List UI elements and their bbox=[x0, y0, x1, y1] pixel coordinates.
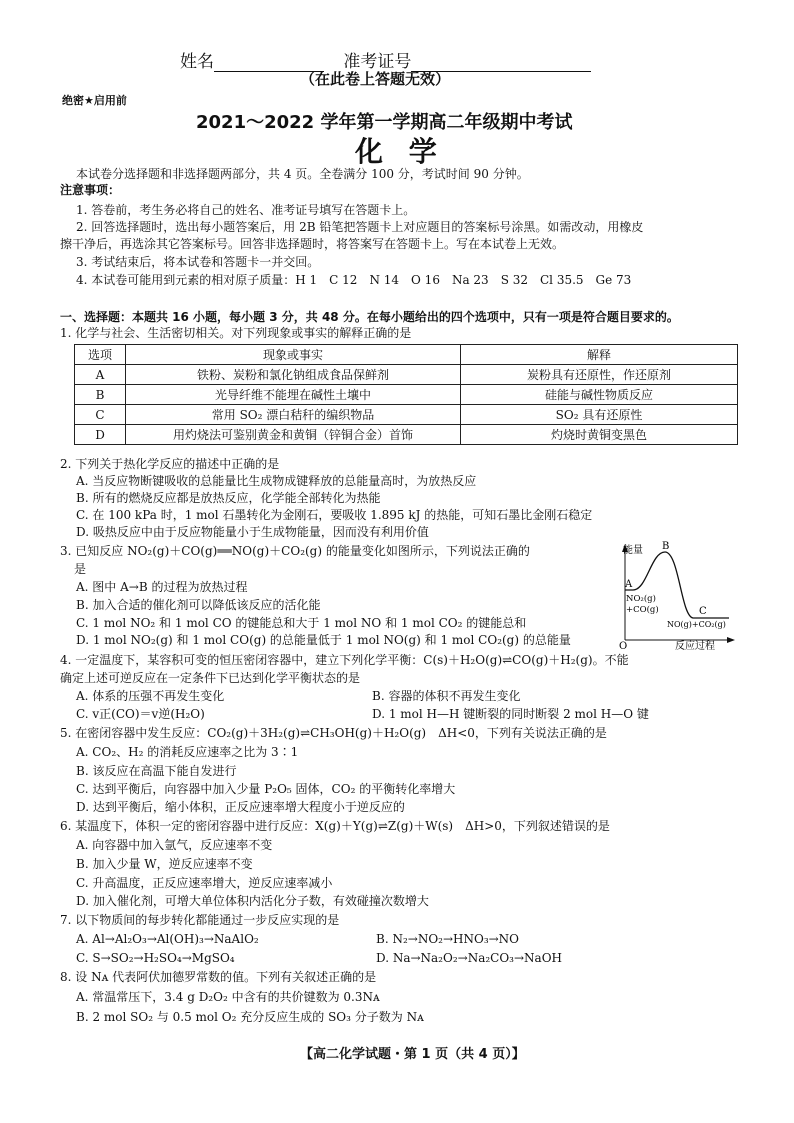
q4-option-c: C. v正(CO)＝v逆(H₂O) bbox=[76, 707, 205, 721]
col-phenomenon: 现象或事实 bbox=[126, 345, 461, 365]
q3-option-b: B. 加入合适的催化剂可以降低该反应的活化能 bbox=[76, 598, 321, 612]
section-heading: 一、选择题：本题共 16 小题，每小题 3 分，共 48 分。在每小题给出的四个选项中，只有一项是符合题目要求的。 bbox=[60, 310, 679, 324]
q6-stem: 6. 某温度下，体积一定的密闭容器中进行反应：X(g)＋Y(g)⇌Z(g)＋W(s) ΔH>0，下列叙述错误的是 bbox=[60, 819, 610, 833]
note-2-cont: 擦干净后，再选涂其它答案标号。回答非选择题时，将答案写在答题卡上。写在本试卷上无效。 bbox=[60, 237, 565, 251]
note-1: 1. 答卷前，考生务必将自己的姓名、准考证号填写在答题卡上。 bbox=[76, 203, 416, 217]
table-cell: 硅能与碱性物质反应 bbox=[461, 385, 738, 405]
q7-option-c: C. S→SO₂→H₂SO₄→MgSO₄ bbox=[76, 951, 235, 965]
q3-option-d: D. 1 mol NO₂(g) 和 1 mol CO(g) 的总能量低于 1 mol NO(g) 和 1 mol CO₂(g) 的总能量 bbox=[76, 633, 571, 647]
q4-stem-cont: 确定上述可逆反应在一定条件下已达到化学平衡状态的是 bbox=[60, 671, 361, 685]
q6-option-b: B. 加入少量 W，逆反应速率不变 bbox=[76, 857, 253, 871]
q6-option-d: D. 加入催化剂，可增大单位体积内活化分子数，有效碰撞次数增大 bbox=[76, 894, 429, 908]
q8-stem: 8. 设 Nᴀ 代表阿伏加德罗常数的值。下列有关叙述正确的是 bbox=[60, 970, 377, 984]
note-4: 4. 本试卷可能用到元素的相对原子质量：H 1 C 12 N 14 O 16 Na 23 S 32 Cl 35.5 Ge 73 bbox=[76, 273, 632, 287]
id-label: 准考证号 bbox=[343, 52, 412, 72]
q1-table-header bbox=[75, 345, 738, 365]
q3-stem-cont: 是 bbox=[74, 562, 87, 576]
table-cell: 常用 SO₂ 漂白秸秆的编织物品 bbox=[126, 405, 461, 425]
q5-stem: 5. 在密闭容器中发生反应：CO₂(g)＋3H₂(g)⇌CH₃OH(g)＋H₂O(g) ΔH<0，下列有关说法正确的是 bbox=[60, 726, 607, 740]
q5-option-c: C. 达到平衡后，向容器中加入少量 P₂O₅ 固体，CO₂ 的平衡转化率增大 bbox=[76, 782, 456, 796]
table-cell: B bbox=[75, 385, 126, 405]
q1-table bbox=[74, 344, 738, 445]
q7-option-b: B. N₂→NO₂→HNO₃→NO bbox=[376, 932, 520, 946]
q5-option-a: A. CO₂、H₂ 的消耗反应速率之比为 3∶1 bbox=[76, 745, 299, 759]
table-cell: 用灼烧法可鉴别黄金和黄铜（锌铜合金）首饰 bbox=[126, 425, 461, 445]
q4-stem: 4. 一定温度下，某容积可变的恒压密闭容器中，建立下列化学平衡：C(s)＋H₂O(g)⇌CO(g)＋H₂(g)。不能 bbox=[60, 653, 629, 667]
table-cell: A bbox=[75, 365, 126, 385]
table-row bbox=[75, 365, 738, 385]
q4-option-d: D. 1 mol H—H 键断裂的同时断裂 2 mol H—O 键 bbox=[372, 707, 649, 721]
q7-option-d: D. Na→Na₂O₂→Na₂CO₃→NaOH bbox=[376, 951, 563, 965]
page-footer: 【高二化学试题・第 1 页（共 4 页）】 bbox=[300, 1047, 525, 1062]
q8-option-a: A. 常温常压下，3.4 g D₂O₂ 中含有的共价键数为 0.3Nᴀ bbox=[76, 990, 380, 1004]
reactants-label-2: +CO(g) bbox=[626, 605, 659, 615]
table-cell: 光导纤维不能埋在碱性土壤中 bbox=[126, 385, 461, 405]
exam-title: 2021～2022 学年第一学期高二年级期中考试 bbox=[196, 112, 573, 133]
point-a-label: A bbox=[625, 579, 633, 590]
q2-option-b: B. 所有的燃烧反应都是放热反应，化学能全部转化为热能 bbox=[76, 491, 381, 505]
secret-mark: 绝密★启用前 bbox=[62, 94, 127, 107]
point-c-label: C bbox=[699, 606, 707, 617]
energy-diagram bbox=[617, 540, 737, 650]
reactants-label-1: NO₂(g) bbox=[626, 594, 656, 604]
intro-text: 本试卷分选择题和非选择题两部分，共 4 页。全卷满分 100 分，考试时间 90 分钟。 bbox=[76, 167, 529, 181]
q2-option-a: A. 当反应物断键吸收的总能量比生成物成键释放的总能量高时，为放热反应 bbox=[76, 474, 477, 488]
q5-option-d: D. 达到平衡后，缩小体积，正反应速率增大程度小于逆反应的 bbox=[76, 800, 405, 814]
x-axis-arrow bbox=[727, 637, 735, 643]
table-row bbox=[75, 405, 738, 425]
table-row bbox=[75, 425, 738, 445]
q4-option-a: A. 体系的压强不再发生变化 bbox=[76, 689, 225, 703]
subject-title: 化 学 bbox=[355, 135, 445, 168]
q2-stem: 2. 下列关于热化学反应的描述中正确的是 bbox=[60, 457, 280, 471]
table-cell: D bbox=[75, 425, 126, 445]
note-3: 3. 考试结束后，将本试卷和答题卡一并交回。 bbox=[76, 255, 320, 269]
q2-option-c: C. 在 100 kPa 时，1 mol 石墨转化为金刚石，要吸收 1.895 kJ 的热能，可知石墨比金刚石稳定 bbox=[76, 508, 593, 522]
table-cell: C bbox=[75, 405, 126, 425]
q1-stem: 1. 化学与社会、生活密切相关。对下列现象或事实的解释正确的是 bbox=[60, 326, 412, 340]
q5-option-b: B. 该反应在高温下能自发进行 bbox=[76, 764, 237, 778]
col-option: 选项 bbox=[75, 345, 126, 365]
q3-option-c: C. 1 mol NO₂ 和 1 mol CO 的键能总和大于 1 mol NO 和 1 mol CO₂ 的键能总和 bbox=[76, 616, 527, 630]
invalid-note: （在此卷上答题无效） bbox=[300, 70, 451, 88]
notes-title: 注意事项： bbox=[60, 183, 121, 197]
q6-option-a: A. 向容器中加入氩气，反应速率不变 bbox=[76, 838, 273, 852]
q6-option-c: C. 升高温度，正反应速率增大，逆反应速率减小 bbox=[76, 876, 333, 890]
products-label: NO(g)+CO₂(g) bbox=[667, 620, 726, 629]
table-cell: SO₂ 具有还原性 bbox=[461, 405, 738, 425]
table-cell: 炭粉具有还原性，作还原剂 bbox=[461, 365, 738, 385]
table-cell: 铁粉、炭粉和氯化钠组成食品保鲜剂 bbox=[126, 365, 461, 385]
q3-option-a: A. 图中 A→B 的过程为放热过程 bbox=[76, 580, 248, 594]
q8-option-b: B. 2 mol SO₂ 与 0.5 mol O₂ 充分反应生成的 SO₃ 分子数为 Nᴀ bbox=[76, 1010, 424, 1024]
q4-option-b: B. 容器的体积不再发生变化 bbox=[372, 689, 521, 703]
table-row bbox=[75, 385, 738, 405]
col-explanation: 解释 bbox=[461, 345, 738, 365]
table-cell: 灼烧时黄铜变黑色 bbox=[461, 425, 738, 445]
y-axis-label: 能量 bbox=[623, 545, 643, 556]
x-axis-label: 反应过程 bbox=[675, 641, 715, 650]
point-b-label: B bbox=[662, 541, 670, 552]
q3-stem: 3. 已知反应 NO₂(g)＋CO(g)══NO(g)＋CO₂(g) 的能量变化如图所示，下列说法正确的 bbox=[60, 544, 530, 558]
q7-stem: 7. 以下物质间的每步转化都能通过一步反应实现的是 bbox=[60, 913, 340, 927]
name-label: 姓名 bbox=[180, 52, 214, 72]
origin-label: O bbox=[619, 641, 628, 650]
q7-option-a: A. Al→Al₂O₃→Al(OH)₃→NaAlO₂ bbox=[76, 932, 259, 946]
note-2: 2. 回答选择题时，选出每小题答案后，用 2B 铅笔把答题卡上对应题目的答案标号涂黑。如需改动，用橡皮 bbox=[76, 220, 644, 234]
q2-option-d: D. 吸热反应中由于反应物能量小于生成物能量，因而没有利用价值 bbox=[76, 525, 429, 539]
